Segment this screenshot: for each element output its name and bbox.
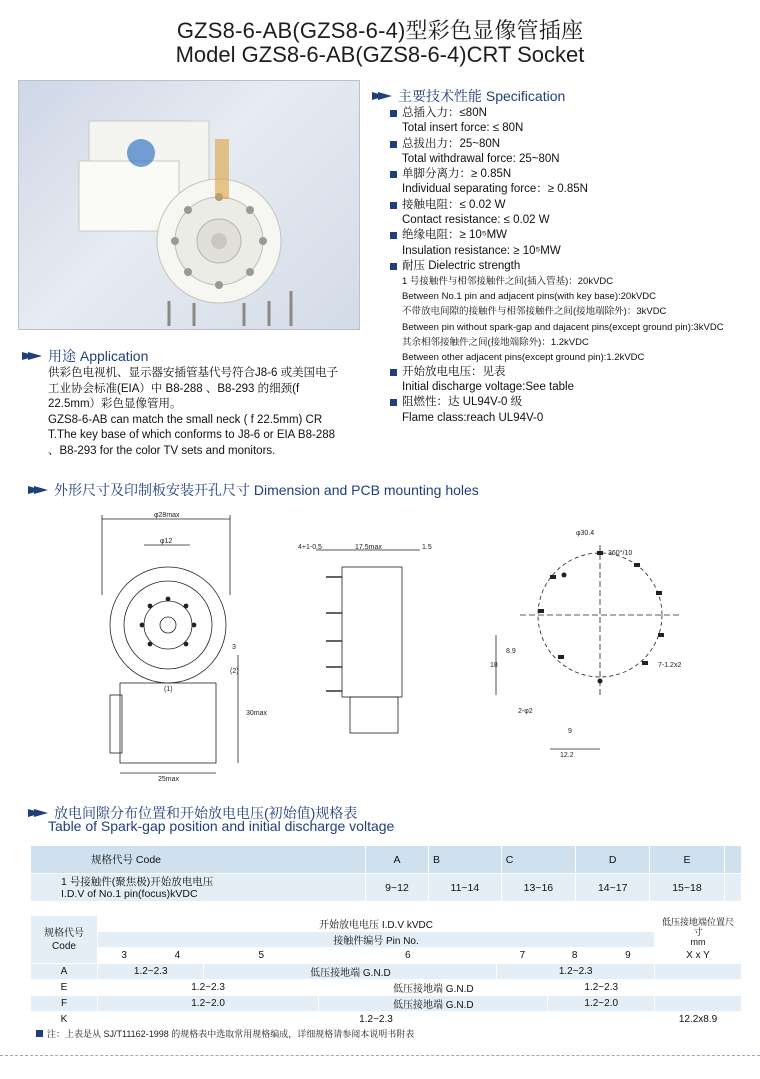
table-cell: 低压接地端 G.N.D (319, 996, 548, 1012)
dielectric-line: 其余相邻接触件之间(接地端除外)：1.2kVDC (402, 336, 589, 348)
code-cn: 规格代号 (44, 927, 84, 939)
title-en: Model GZS8-6-AB(GZS8-6-4)CRT Socket (175, 42, 585, 67)
dim-label: (1) (164, 686, 173, 693)
table-row (31, 948, 742, 964)
table-cell: F (31, 996, 98, 1012)
application-text (48, 366, 348, 460)
idv-label-cn: 1 号接触件(聚焦极)开始放电电压 (61, 875, 214, 888)
table-cell: 13~16 (501, 874, 575, 902)
spec-item-dielectric (390, 259, 750, 365)
table-cell: 4 (151, 948, 204, 964)
table-cell: 1.2~2.3 (98, 980, 319, 996)
spec-item (390, 395, 750, 426)
table-cell: D (576, 846, 650, 874)
dim-label: φ28max (154, 512, 180, 519)
table-heading-en: Table of Spark-gap position and initial discharge voltage (48, 818, 395, 834)
table-cell: 开始放电电压 I.D.V kVDC (98, 916, 655, 932)
table-cell: C (501, 846, 575, 874)
table-row (31, 874, 742, 902)
dim-label: 30max (246, 710, 268, 717)
spec-en: Insulation resistance: ≥ 10⁵MW (402, 244, 561, 257)
idv-label-en: I.D.V of No.1 pin(focus)kVDC (61, 887, 198, 900)
table-cell: 低压接地端 G.N.D (319, 980, 548, 996)
pcb-holes (496, 545, 680, 749)
low-unit: mm (690, 936, 706, 947)
dielectric-line: 不带放电间隙的接触件与相邻接触件之间(接地端除外)：3kVDC (402, 306, 667, 318)
table-cell: 接触件编号 Pin No. (98, 932, 655, 948)
footnote (36, 1027, 414, 1040)
dielectric-head: 耐压 Dielectric strength (402, 259, 521, 272)
spec-heading-text: 主要技术性能 Specification (398, 88, 566, 104)
spec-list (390, 106, 750, 426)
table-cell: 9~12 (366, 874, 429, 902)
spec-cn: 绝缘电阻：≥ 10⁵MW (402, 229, 507, 242)
table-cell: 5 (204, 948, 319, 964)
table-cell (31, 874, 366, 902)
dim-label: 9 (568, 728, 572, 735)
spec-item (390, 198, 750, 229)
application-heading (22, 346, 148, 366)
bullet-icon (390, 232, 397, 239)
table-row (31, 932, 742, 948)
spec-cn: 接触电阻：≤ 0.02 W (402, 198, 506, 211)
dielectric-line: Between No.1 pin and adjacent pins(with key base):20kVDC (402, 291, 657, 303)
technical-drawings (80, 505, 760, 795)
dim-label: 12.2 (560, 752, 574, 759)
table-cell: 1.2~2.0 (98, 996, 319, 1012)
bullet-icon (390, 110, 397, 117)
table-cell (724, 874, 741, 902)
front-view (102, 515, 238, 773)
spec-heading (372, 86, 565, 106)
table-cell: E (31, 980, 98, 996)
spec-cn: 单脚分离力：≥ 0.85N (402, 168, 512, 181)
dim-label: 3 (232, 644, 236, 651)
spec-item (390, 137, 750, 168)
table-cell: 7 (497, 948, 548, 964)
spec-item (390, 365, 750, 396)
table-cell: 9 (601, 948, 654, 964)
bullet-icon (390, 369, 397, 376)
spec-item (390, 228, 750, 259)
dim-label: 360°/10 (608, 550, 633, 557)
table-cell (724, 846, 741, 874)
discharge-table (30, 845, 742, 902)
application-en: GZS8-6-AB can match the small neck ( f 22.5mm) CR T.The key base of which conforms to J8-6 or EIA B8-288 、B8-293 for the color TV sets and monitors. (48, 413, 336, 457)
footnote-text: 注：上表是从 SJ/T11162-1998 的规格表中选取常用规格编成，详细规格请参阅本说明书附表 (47, 1029, 415, 1039)
table-cell (655, 996, 742, 1012)
table-row (31, 996, 742, 1012)
section-arrow-icon (372, 90, 392, 102)
dimension-heading (28, 480, 479, 500)
bullet-icon (390, 141, 397, 148)
spec-en: Total withdrawal force: 25~80N (402, 152, 560, 165)
table-cell: 1.2~2.3 (98, 1012, 655, 1028)
product-photo (18, 80, 360, 330)
table-cell: 1.2~2.3 (548, 980, 655, 996)
bullet-icon (390, 399, 397, 406)
spec-en: Initial discharge voltage:See table (402, 381, 574, 394)
title-cn: GZS8-6-AB(GZS8-6-4)型彩色显像管插座 (176, 18, 584, 43)
bullet-icon (390, 263, 397, 270)
dim-label: 17.5max (355, 544, 382, 551)
dim-label: 4+1-0.5 (298, 544, 322, 551)
spec-cn: 总拔出力：25~80N (402, 137, 501, 150)
application-heading-text: 用途 Application (48, 348, 149, 364)
table-cell (31, 916, 98, 964)
spec-cn: 阻燃性：达 UL94V-0 级 (402, 396, 523, 409)
spec-item (390, 106, 750, 137)
table-cell: 1.2~2.0 (548, 996, 655, 1012)
table-cell: 14~17 (576, 874, 650, 902)
dim-label: 25max (158, 776, 180, 783)
table-cell: 8 (548, 948, 601, 964)
footer-dashed-line (0, 1055, 760, 1056)
table-row (31, 916, 742, 932)
table-cell: 低压接地端 G.N.D (204, 964, 497, 980)
spec-en: Individual separating force：≥ 0.85N (402, 183, 588, 196)
dim-label: φ30.4 (576, 530, 595, 537)
code-en: Code (52, 940, 76, 952)
dim-label: 18 (490, 662, 498, 669)
spec-cn: 总插入力：≤80N (402, 107, 487, 119)
table-cell: X x Y (655, 948, 742, 964)
table-cell (655, 964, 742, 980)
dim-label: (2) (230, 668, 239, 675)
dielectric-line: 1 号接触件与相邻接触件之间(插入管基)：20kVDC (402, 276, 614, 288)
table-cell: 1.2~2.3 (98, 964, 204, 980)
spec-en: Contact resistance: ≤ 0.02 W (402, 214, 550, 227)
spec-item (390, 167, 750, 198)
table-cell: 15~18 (650, 874, 724, 902)
table-cell: E (650, 846, 724, 874)
dim-label: φ12 (160, 538, 173, 545)
table-cell (655, 916, 742, 948)
section-arrow-icon (22, 350, 42, 362)
table-cell: 12.2x8.9 (655, 1012, 742, 1028)
dim-label: 7-1.2x2 (658, 662, 682, 669)
table-row (31, 964, 742, 980)
pin-table (30, 915, 742, 1028)
application-cn: 供彩色电视机、显示器安插管基代号符合J8-6 或美国电子工业协会标准(EIA）中 B8-288 、B8-293 的细颈(f 22.5mm）彩色显像管用。 (48, 367, 339, 411)
dimension-heading-text: 外形尺寸及印制板安装开孔尺寸 Dimension and PCB mounting holes (54, 482, 479, 498)
table-row (31, 980, 742, 996)
table-heading-cn: 放电间隙分布位置和开始放电电压(初始值)规格表 (54, 805, 358, 821)
table-cell: A (366, 846, 429, 874)
table-row (31, 846, 742, 874)
side-view (316, 550, 420, 733)
section-arrow-icon (28, 484, 48, 496)
low-head: 低压接地端位置尺寸 (661, 916, 734, 937)
table-cell: 3 (98, 948, 151, 964)
bullet-icon (390, 171, 397, 178)
table-row (31, 1012, 742, 1028)
dim-label: 1.5 (422, 544, 432, 551)
table-cell: K (31, 1012, 98, 1028)
table-cell: 1.2~2.3 (497, 964, 655, 980)
table-cell: 规格代号 Code (31, 846, 366, 874)
spec-cn: 开始放电电压：见表 (402, 365, 506, 378)
table-cell: B (429, 846, 502, 874)
table-cell: A (31, 964, 98, 980)
section-arrow-icon (28, 807, 48, 819)
spec-en: Flame class:reach UL94V-0 (402, 411, 544, 424)
table-cell (655, 980, 742, 996)
dielectric-line: Between other adjacent pins(except ground pin):1.2kVDC (402, 351, 645, 363)
dielectric-line: Between pin without spark-gap and dajacent pins(except ground pin):3kVDC (402, 321, 724, 333)
dim-label: 2-φ2 (518, 708, 533, 715)
table-cell: 6 (319, 948, 497, 964)
note-icon (36, 1030, 43, 1037)
spec-en: Total insert force: ≤ 80N (402, 122, 524, 135)
dim-label: 8.9 (506, 648, 516, 655)
table-cell: 11~14 (429, 874, 502, 902)
bullet-icon (390, 202, 397, 209)
